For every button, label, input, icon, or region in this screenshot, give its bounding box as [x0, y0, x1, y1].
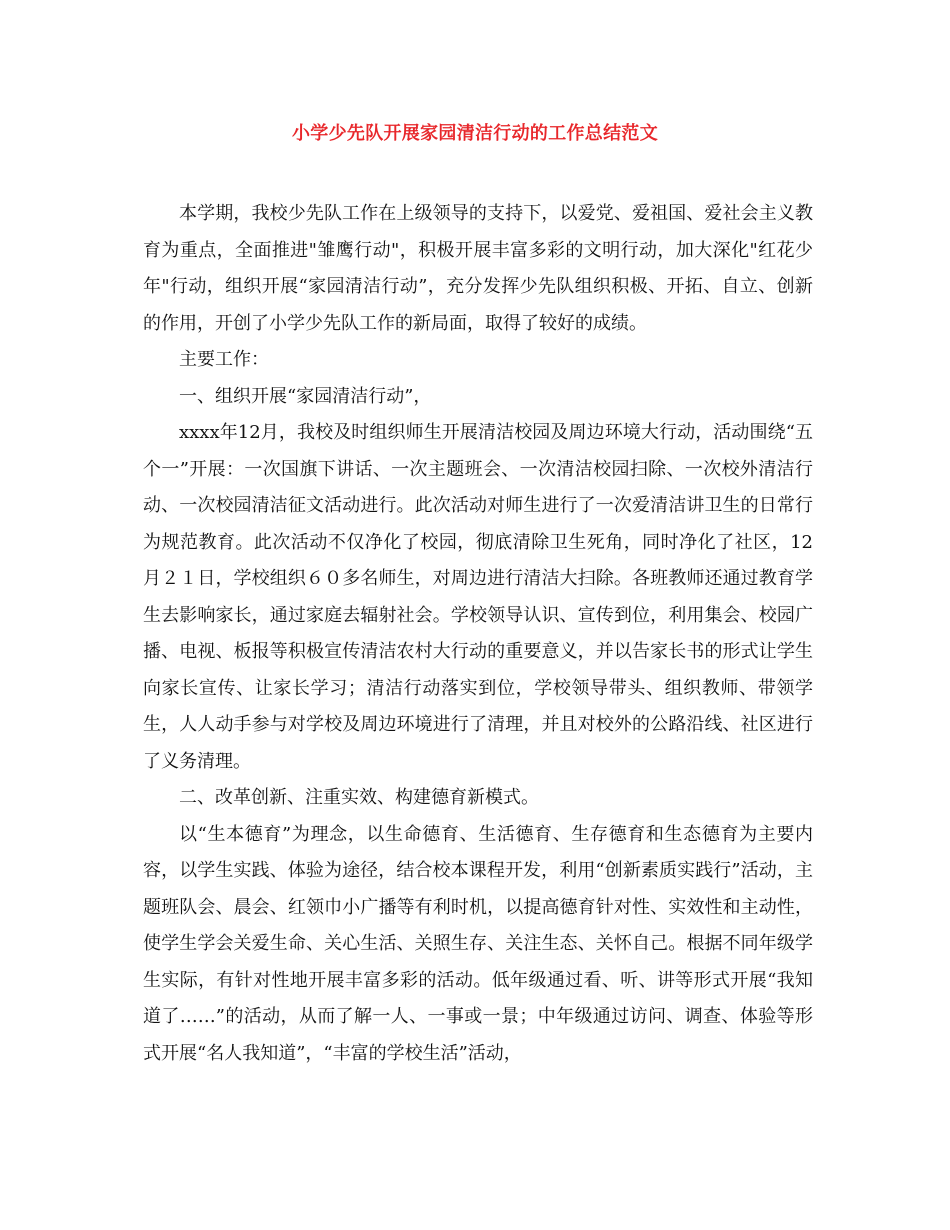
paragraph-section-one-body: xxxx年12月，我校及时组织师生开展清洁校园及周边环境大行动，活动围绕“五个一”开展：一次国旗下讲话、一次主题班会、一次清洁校园扫除、一次校外清洁行动、一次校园清洁征文活动进行。此次活动对师生进行了一次爱清洁讲卫生的日常行为规范教育。此次活动不仅净化了校园，彻底清除卫生死角，同时净化了社区，12月２１日，学校组织６０多名师生，对周边进行清洁大扫除。各班教师还通过教育学生去影响家长，通过家庭去辐射社会。学校领导认识、宣传到位，利用集会、校园广播、电视、板报等积极宣传清洁农村大行动的重要意义，并以告家长书的形式让学生向家长宣传、让家长学习；清洁行动落实到位，学校领导带头、组织教师、带领学生，人人动手参与对学校及周边环境进行了清理，并且对校外的公路沿线、社区进行了义务清理。: [143, 422, 813, 772]
document-body: [143, 196, 813, 1072]
paragraph-section-two-body: 以“生本德育”为理念，以生命德育、生活德育、生存德育和生态德育为主要内容，以学生实践、体验为途径，结合校本课程开发，利用“创新素质实践行”活动，主题班队会、晨会、红领巾小广播等有利时机，以提高德育针对性、实效性和主动性，使学生学会关爱生命、关心生活、关照生存、关注生态、关怀自己。根据不同年级学生实际，有针对性地开展丰富多彩的活动。低年级通过看、听、讲等形式开展“我知道了……”的活动，从而了解一人、一事或一景；中年级通过访问、调查、体验等形式开展“名人我知道”，“丰富的学校生活”活动，: [143, 823, 813, 1064]
paragraph-main-work-heading: 主要工作：: [179, 349, 269, 370]
paragraph-intro: 本学期，我校少先队工作在上级领导的支持下，以爱党、爱祖国、爱社会主义教育为重点，全面推进"雏鹰行动"，积极开展丰富多彩的文明行动，加大深化"红花少年"行动，组织开展“家园清洁行动”，充分发挥少先队组织积极、开拓、自立、创新的作用，开创了小学少先队工作的新局面，取得了较好的成绩。: [143, 203, 813, 334]
document-title: 小学少先队开展家园清洁行动的工作总结范文: [292, 123, 658, 144]
paragraph-section-one-heading: 一、组织开展“家园清洁行动”，: [179, 385, 432, 407]
paragraph-section-two-heading: 二、改革创新、注重实效、构建德育新模式。: [179, 787, 539, 808]
